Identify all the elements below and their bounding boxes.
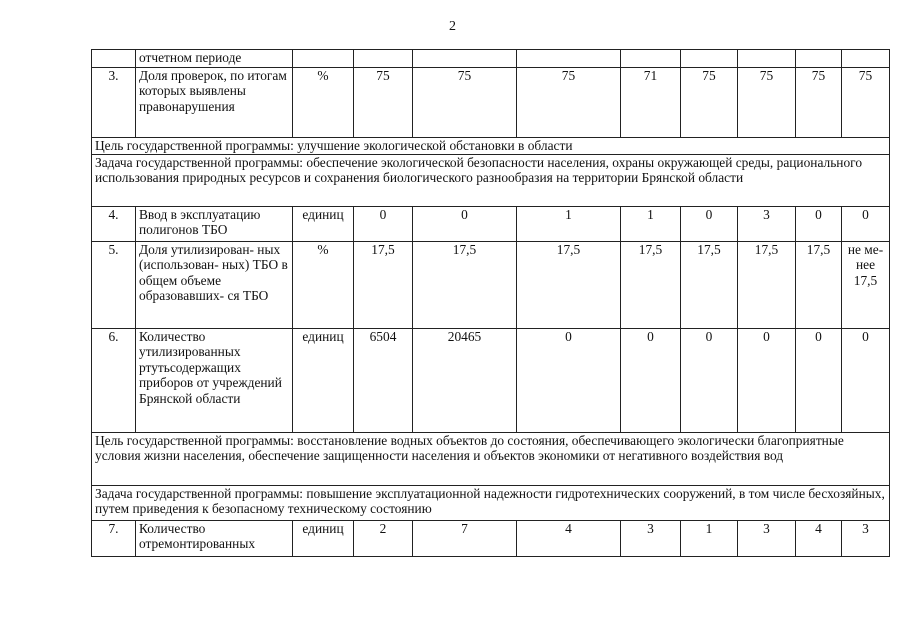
- value-cell: 0: [681, 207, 738, 242]
- program-goal: Цель государственной программы: восстановление водных объектов до состояния, обеспечивающего экологически благоприятные условия жизни населения, обеспечение защищенности населения и объектов экономики от негативного воздействия вод: [92, 433, 890, 486]
- unit-cell: [293, 50, 354, 68]
- row-number: 4.: [92, 207, 136, 242]
- value-cell: 6504: [354, 329, 413, 433]
- value-cell: 0: [796, 207, 842, 242]
- value-cell: 0: [738, 329, 796, 433]
- value-cell: 7: [413, 521, 517, 557]
- value-cell: [842, 50, 890, 68]
- indicator-name: Доля проверок, по итогам которых выявлены правонарушения: [136, 68, 293, 138]
- unit-cell: %: [293, 68, 354, 138]
- row-number: [92, 50, 136, 68]
- value-cell: 4: [517, 521, 621, 557]
- unit-cell: единиц: [293, 521, 354, 557]
- value-cell: 75: [738, 68, 796, 138]
- value-cell: 3: [738, 521, 796, 557]
- table-row: [92, 207, 890, 242]
- value-cell: 75: [796, 68, 842, 138]
- value-cell: 0: [354, 207, 413, 242]
- value-cell: [517, 50, 621, 68]
- indicator-name: отчетном периоде: [136, 50, 293, 68]
- value-cell: 17,5: [413, 242, 517, 329]
- value-cell: 75: [681, 68, 738, 138]
- value-cell: 0: [842, 329, 890, 433]
- value-cell: [413, 50, 517, 68]
- value-cell: 2: [354, 521, 413, 557]
- unit-cell: единиц: [293, 329, 354, 433]
- value-cell: 1: [621, 207, 681, 242]
- value-cell: 75: [842, 68, 890, 138]
- value-cell: [621, 50, 681, 68]
- unit-cell: единиц: [293, 207, 354, 242]
- indicator-name: Доля утилизирован- ных (использован- ных) ТБО в общем объеме образовавших- ся ТБО: [136, 242, 293, 329]
- indicators-table: [91, 49, 890, 557]
- value-cell: 0: [517, 329, 621, 433]
- value-cell: 0: [842, 207, 890, 242]
- value-cell: 17,5: [621, 242, 681, 329]
- program-goal: Цель государственной программы: улучшение экологической обстановки в области: [92, 138, 890, 155]
- program-task: Задача государственной программы: повышение эксплуатационной надежности гидротехнических сооружений, в том числе бесхозяйных, путем приведения к безопасному техническому состоянию: [92, 486, 890, 521]
- section-row: [92, 155, 890, 207]
- indicator-name: Ввод в эксплуатацию полигонов ТБО: [136, 207, 293, 242]
- row-number: 3.: [92, 68, 136, 138]
- program-task: Задача государственной программы: обеспечение экологической безопасности населения, охраны окружающей среды, рационального использования природных ресурсов и сохранения биологического разнообразия на территории Брянской области: [92, 155, 890, 207]
- value-cell: 75: [517, 68, 621, 138]
- value-cell: 0: [413, 207, 517, 242]
- page-number: 2: [449, 19, 456, 34]
- value-cell: 17,5: [738, 242, 796, 329]
- value-cell: 17,5: [681, 242, 738, 329]
- value-cell: [354, 50, 413, 68]
- table-row: [92, 521, 890, 557]
- table-row: [92, 50, 890, 68]
- section-row: [92, 433, 890, 486]
- indicator-name: Количество отремонтированных: [136, 521, 293, 557]
- value-cell: 3: [842, 521, 890, 557]
- row-number: 7.: [92, 521, 136, 557]
- indicator-name: Количество утилизированных ртутьсодержащих приборов от учреждений Брянской области: [136, 329, 293, 433]
- value-cell: 3: [738, 207, 796, 242]
- value-cell: 20465: [413, 329, 517, 433]
- value-cell: не ме- нее 17,5: [842, 242, 890, 329]
- value-cell: 1: [681, 521, 738, 557]
- row-number: 5.: [92, 242, 136, 329]
- value-cell: 0: [796, 329, 842, 433]
- value-cell: 75: [413, 68, 517, 138]
- row-number: 6.: [92, 329, 136, 433]
- value-cell: 17,5: [796, 242, 842, 329]
- value-cell: [681, 50, 738, 68]
- section-row: [92, 138, 890, 155]
- table-row: [92, 242, 890, 329]
- value-cell: 1: [517, 207, 621, 242]
- value-cell: 0: [681, 329, 738, 433]
- value-cell: [796, 50, 842, 68]
- value-cell: 4: [796, 521, 842, 557]
- value-cell: 0: [621, 329, 681, 433]
- table-row: [92, 68, 890, 138]
- value-cell: 75: [354, 68, 413, 138]
- value-cell: 17,5: [517, 242, 621, 329]
- value-cell: 3: [621, 521, 681, 557]
- value-cell: 71: [621, 68, 681, 138]
- value-cell: 17,5: [354, 242, 413, 329]
- value-cell: [738, 50, 796, 68]
- section-row: [92, 486, 890, 521]
- unit-cell: %: [293, 242, 354, 329]
- table-row: [92, 329, 890, 433]
